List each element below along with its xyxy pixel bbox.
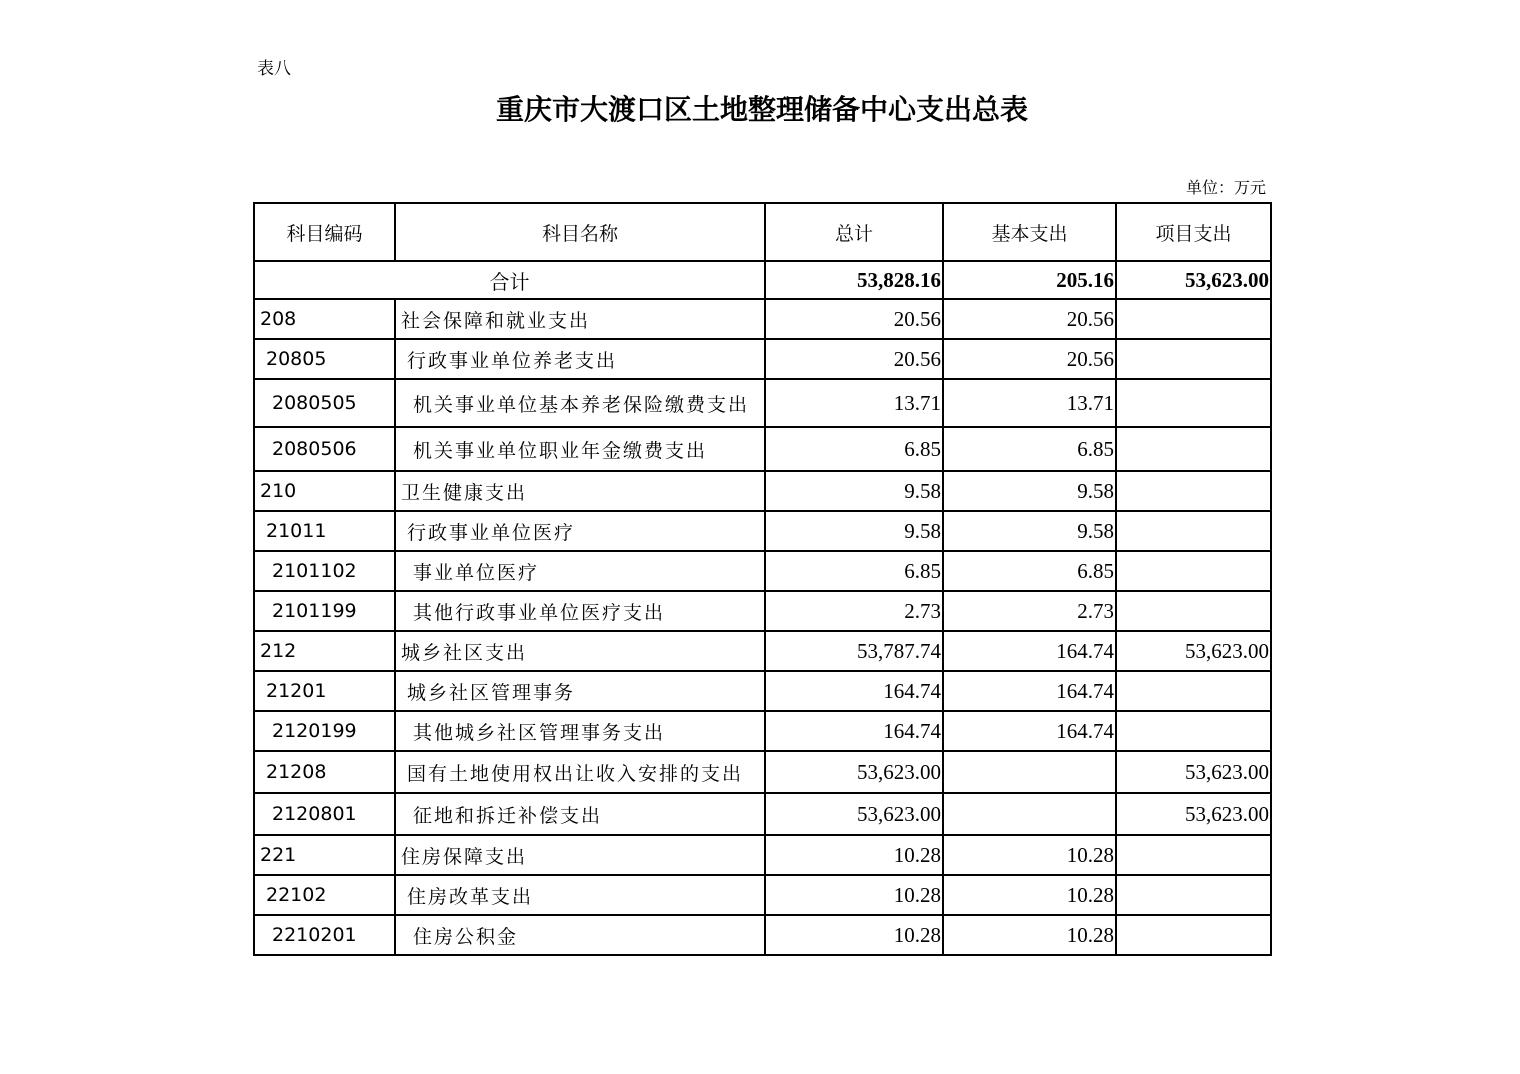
row-name: 住房改革支出 <box>395 875 765 915</box>
row-total: 53,623.00 <box>765 751 943 793</box>
row-total: 164.74 <box>765 671 943 711</box>
row-name: 机关事业单位职业年金缴费支出 <box>395 427 765 471</box>
row-basic: 6.85 <box>943 427 1116 471</box>
table-row <box>254 793 1271 835</box>
row-total: 2.73 <box>765 591 943 631</box>
table-row <box>254 631 1271 671</box>
table-row <box>254 379 1271 427</box>
row-total: 53,623.00 <box>765 793 943 835</box>
row-code: 21201 <box>254 671 395 711</box>
row-code: 2101102 <box>254 551 395 591</box>
row-code: 22102 <box>254 875 395 915</box>
table-number-label: 表八 <box>257 59 291 79</box>
row-code: 20805 <box>254 339 395 379</box>
total-row <box>254 261 1271 299</box>
row-name: 行政事业单位医疗 <box>395 511 765 551</box>
row-name: 社会保障和就业支出 <box>395 299 765 339</box>
row-total: 164.74 <box>765 711 943 751</box>
row-total: 10.28 <box>765 835 943 875</box>
header-project: 项目支出 <box>1116 203 1271 261</box>
row-code: 2080506 <box>254 427 395 471</box>
row-project <box>1116 835 1271 875</box>
row-name: 卫生健康支出 <box>395 471 765 511</box>
row-name: 其他行政事业单位医疗支出 <box>395 591 765 631</box>
row-name: 其他城乡社区管理事务支出 <box>395 711 765 751</box>
row-total: 6.85 <box>765 427 943 471</box>
row-project: 53,623.00 <box>1116 793 1271 835</box>
row-name: 城乡社区管理事务 <box>395 671 765 711</box>
row-basic <box>943 751 1116 793</box>
row-code: 221 <box>254 835 395 875</box>
row-code: 21208 <box>254 751 395 793</box>
row-total: 9.58 <box>765 471 943 511</box>
row-basic: 10.28 <box>943 915 1116 955</box>
total-label: 合计 <box>254 261 765 299</box>
row-project <box>1116 339 1271 379</box>
row-code: 2210201 <box>254 915 395 955</box>
table-row <box>254 915 1271 955</box>
row-basic <box>943 793 1116 835</box>
row-project: 53,623.00 <box>1116 751 1271 793</box>
row-name: 住房公积金 <box>395 915 765 955</box>
table-header-row <box>254 203 1271 261</box>
row-code: 212 <box>254 631 395 671</box>
table-row <box>254 751 1271 793</box>
row-total: 13.71 <box>765 379 943 427</box>
row-project <box>1116 711 1271 751</box>
row-project <box>1116 591 1271 631</box>
row-project <box>1116 915 1271 955</box>
row-project <box>1116 511 1271 551</box>
row-project <box>1116 875 1271 915</box>
row-total: 20.56 <box>765 299 943 339</box>
table-row <box>254 711 1271 751</box>
row-basic: 164.74 <box>943 631 1116 671</box>
row-total: 10.28 <box>765 875 943 915</box>
table-row <box>254 671 1271 711</box>
row-total: 9.58 <box>765 511 943 551</box>
row-project: 53,623.00 <box>1116 631 1271 671</box>
row-name: 征地和拆迁补偿支出 <box>395 793 765 835</box>
header-name: 科目名称 <box>395 203 765 261</box>
table-row <box>254 427 1271 471</box>
row-name: 行政事业单位养老支出 <box>395 339 765 379</box>
total-project: 53,623.00 <box>1116 261 1271 299</box>
table-row <box>254 591 1271 631</box>
header-code: 科目编码 <box>254 203 395 261</box>
row-name: 住房保障支出 <box>395 835 765 875</box>
row-name: 机关事业单位基本养老保险缴费支出 <box>395 379 765 427</box>
row-basic: 164.74 <box>943 671 1116 711</box>
row-name: 国有土地使用权出让收入安排的支出 <box>395 751 765 793</box>
table-row <box>254 339 1271 379</box>
total-total: 53,828.16 <box>765 261 943 299</box>
table-row <box>254 471 1271 511</box>
row-basic: 6.85 <box>943 551 1116 591</box>
row-total: 10.28 <box>765 915 943 955</box>
table-row <box>254 835 1271 875</box>
table-row <box>254 875 1271 915</box>
row-name: 事业单位医疗 <box>395 551 765 591</box>
row-total: 53,787.74 <box>765 631 943 671</box>
row-total: 20.56 <box>765 339 943 379</box>
row-code: 2101199 <box>254 591 395 631</box>
table-row <box>254 299 1271 339</box>
row-code: 2120801 <box>254 793 395 835</box>
row-code: 2080505 <box>254 379 395 427</box>
page-title: 重庆市大渡口区土地整理储备中心支出总表 <box>495 93 1028 126</box>
row-basic: 10.28 <box>943 875 1116 915</box>
row-basic: 164.74 <box>943 711 1116 751</box>
row-basic: 10.28 <box>943 835 1116 875</box>
row-project <box>1116 471 1271 511</box>
row-project <box>1116 551 1271 591</box>
unit-label: 单位：万元 <box>1185 178 1266 197</box>
row-project <box>1116 427 1271 471</box>
row-name: 城乡社区支出 <box>395 631 765 671</box>
row-total: 6.85 <box>765 551 943 591</box>
row-project <box>1116 671 1271 711</box>
row-basic: 20.56 <box>943 339 1116 379</box>
row-basic: 13.71 <box>943 379 1116 427</box>
header-basic: 基本支出 <box>943 203 1116 261</box>
expenditure-table <box>253 202 1272 956</box>
row-code: 2120199 <box>254 711 395 751</box>
row-basic: 20.56 <box>943 299 1116 339</box>
row-basic: 9.58 <box>943 471 1116 511</box>
row-code: 21011 <box>254 511 395 551</box>
row-project <box>1116 299 1271 339</box>
row-basic: 2.73 <box>943 591 1116 631</box>
total-basic: 205.16 <box>943 261 1116 299</box>
table-row <box>254 551 1271 591</box>
row-code: 208 <box>254 299 395 339</box>
row-project <box>1116 379 1271 427</box>
header-total: 总计 <box>765 203 943 261</box>
row-basic: 9.58 <box>943 511 1116 551</box>
table-row <box>254 511 1271 551</box>
row-code: 210 <box>254 471 395 511</box>
